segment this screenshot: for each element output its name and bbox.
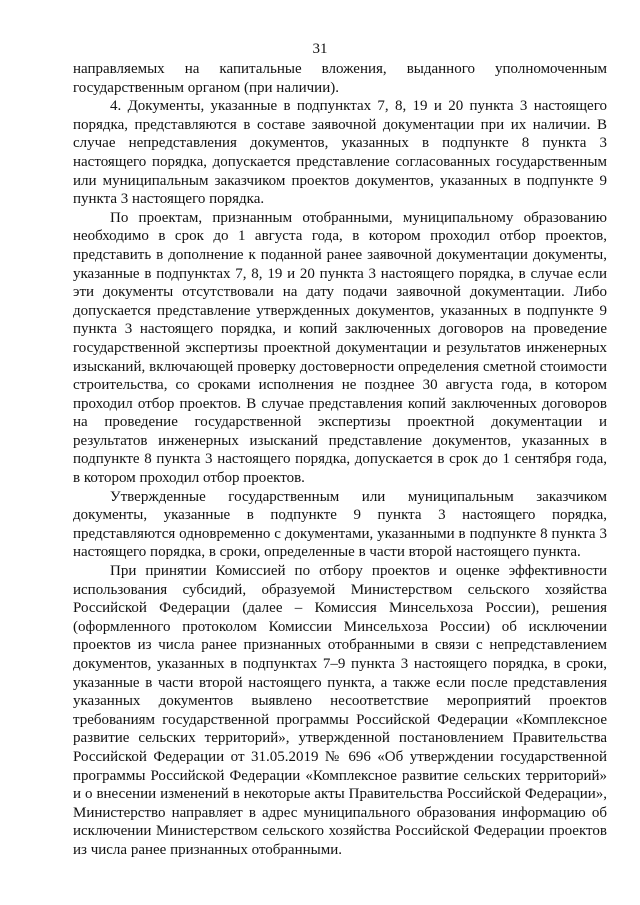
page-number: 31 bbox=[312, 41, 328, 57]
paragraph-item-4: 4. Документы, указанные в подпунктах 7, 8, 19 и 20 пункта 3 настоящего порядка, представляются в составе заявочной документации при их наличии. В случае непредставления документов, указанных в подпункте 8 пункта 3 настоящего порядка, допускается представление согласованных государственным или муниципальным заказчиком проектов документов, указанных в подпункте 9 пункта 3 настоящего порядка. bbox=[73, 98, 607, 208]
document-body bbox=[73, 60, 607, 860]
paragraph-selected-projects-deadlines: По проектам, признанным отобранными, муниципальному образованию необходимо в срок до 1 августа года, в котором проходил отбор проектов, представить в дополнение к поданной ранее заявочной документации документы, указанные в подпунктах 7, 8, 19 и 20 пункта 3 настоящего порядка, в случае если эти документы отсутствовали на дату подачи заявочной документации. Либо допускается представление утвержденных документов, указанных в подпункте 9 пункта 3 настоящего порядка, и копий заключенных договоров на проведение государственной экспертизы проектной документации и результатов инженерных изысканий, включающей проверку достоверности определения сметной стоимости строительства, со сроками исполнения не позднее 30 августа года, в котором проходил отбор проектов. В случае представления копий заключенных договоров на проведение государственной экспертизы проектной документации и результатов инженерных изысканий представление документов, указанных в подпункте 8 пункта 3 настоящего порядка, допускается в срок до 1 сентября года, в котором проходил отбор проектов. bbox=[73, 209, 607, 487]
paragraph-approved-documents: Утвержденные государственным или муниципальным заказчиком документы, указанные в подпункте 9 пункта 3 настоящего порядка, представляются одновременно с документами, указанными в подпункте 8 пункта 3 настоящего порядка, в сроки, определенные в части второй настоящего пункта. bbox=[73, 488, 607, 561]
paragraph-continuation: направляемых на капитальные вложения, выданного уполномоченным государственным органом (при наличии). bbox=[73, 61, 607, 96]
paragraph-commission-exclusion: При принятии Комиссией по отбору проектов и оценке эффективности использования субсидий, образуемой Министерством сельского хозяйства Российской Федерации (далее – Комиссия Минсельхоза России), решения (оформленного протоколом Комиссии Минсельхоза России) об исключении проектов из числа ранее признанных отобранными в связи с непредставлением документов, указанных в подпунктах 7–9 пункта 3 настоящего порядка, в сроки, указанные в части второй настоящего пункта, а также если после представления указанных документов выявлено несоответствие мероприятий проектов требованиям государственной программы Российской Федерации «Комплексное развитие сельских территорий», утвержденной постановлением Правительства Российской Федерации от 31.05.2019 № 696 «Об утверждении государственной программы Российской Федерации «Комплексное развитие сельских территорий» и о внесении изменений в некоторые акты Правительства Российской Федерации», Министерство направляет в адрес муниципального образования информацию об исключении Министерством сельского хозяйства Российской Федерации проектов из числа ранее признанных отобранными. bbox=[73, 563, 607, 858]
